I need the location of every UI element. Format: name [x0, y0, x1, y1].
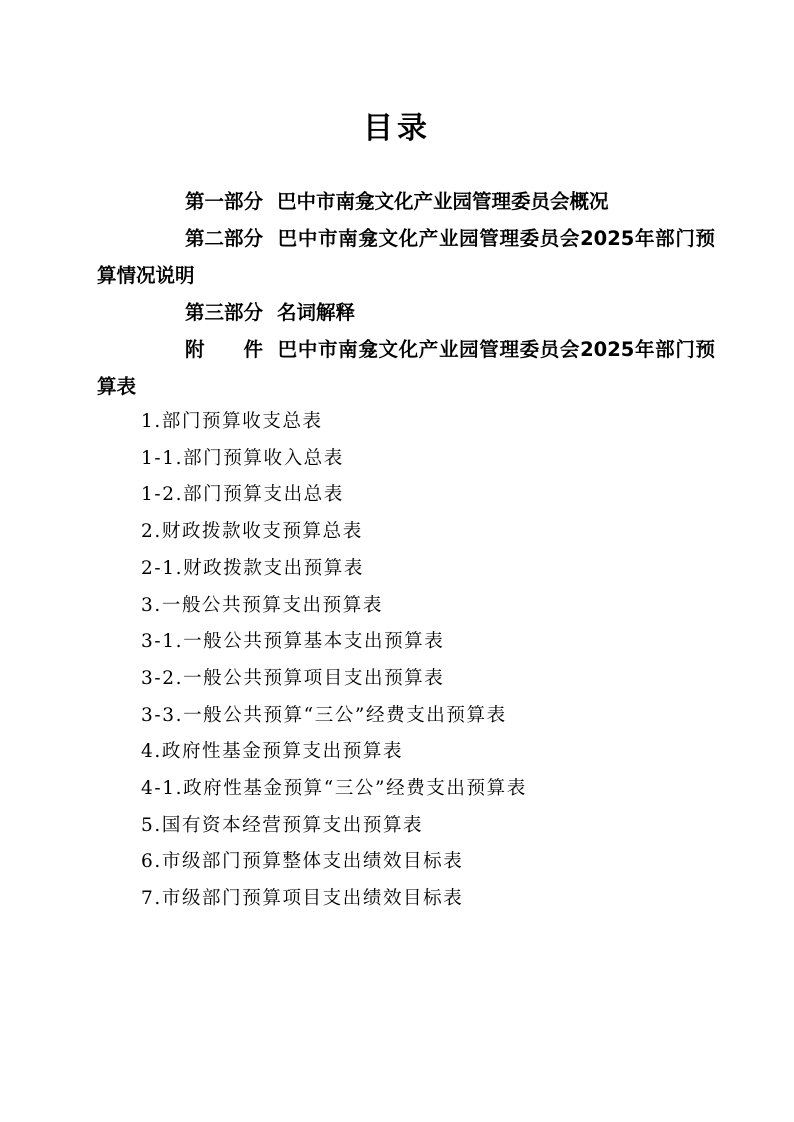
list-item: 1-2.部门预算支出总表 [141, 484, 344, 506]
part-label: 第三部分 [185, 301, 264, 324]
appendix-table-list [141, 404, 527, 918]
list-item: 6.市级部门预算整体支出绩效目标表 [141, 851, 464, 873]
list-item: 3-2.一般公共预算项目支出预算表 [141, 667, 445, 689]
part-text: 巴中市南龛文化产业园管理委员会2025年部门预算情况说明 [97, 227, 715, 287]
part-text: 巴中市南龛文化产业园管理委员会2025年部门预算表 [97, 338, 715, 398]
toc-part-appendix [97, 331, 715, 405]
list-item: 2-1.财政拨款支出预算表 [141, 557, 364, 579]
part-label: 附 件 [185, 338, 264, 361]
list-item: 4-1.政府性基金预算“三公”经费支出预算表 [141, 778, 527, 800]
toc-title: 目录 [363, 111, 431, 146]
toc-part-2 [97, 220, 715, 294]
list-item: 7.市级部门预算项目支出绩效目标表 [141, 888, 464, 910]
list-item: 1.部门预算收支总表 [141, 411, 323, 432]
list-item: 4.政府性基金预算支出预算表 [141, 741, 404, 763]
toc-part-1 [97, 183, 715, 220]
part-label: 第一部分 [185, 190, 264, 213]
part-text: 名词解释 [277, 301, 356, 324]
list-item: 3-3.一般公共预算“三公”经费支出预算表 [141, 704, 507, 726]
list-item: 1-1.部门预算收入总表 [141, 447, 344, 469]
toc-part-3 [97, 294, 715, 331]
list-item: 3-1.一般公共预算基本支出预算表 [141, 631, 445, 653]
list-item: 3.一般公共预算支出预算表 [141, 594, 383, 616]
part-text: 巴中市南龛文化产业园管理委员会概况 [277, 190, 609, 213]
part-label: 第二部分 [185, 227, 264, 250]
list-item: 2.财政拨款收支预算总表 [141, 521, 363, 543]
list-item: 5.国有资本经营预算支出预算表 [141, 814, 424, 836]
